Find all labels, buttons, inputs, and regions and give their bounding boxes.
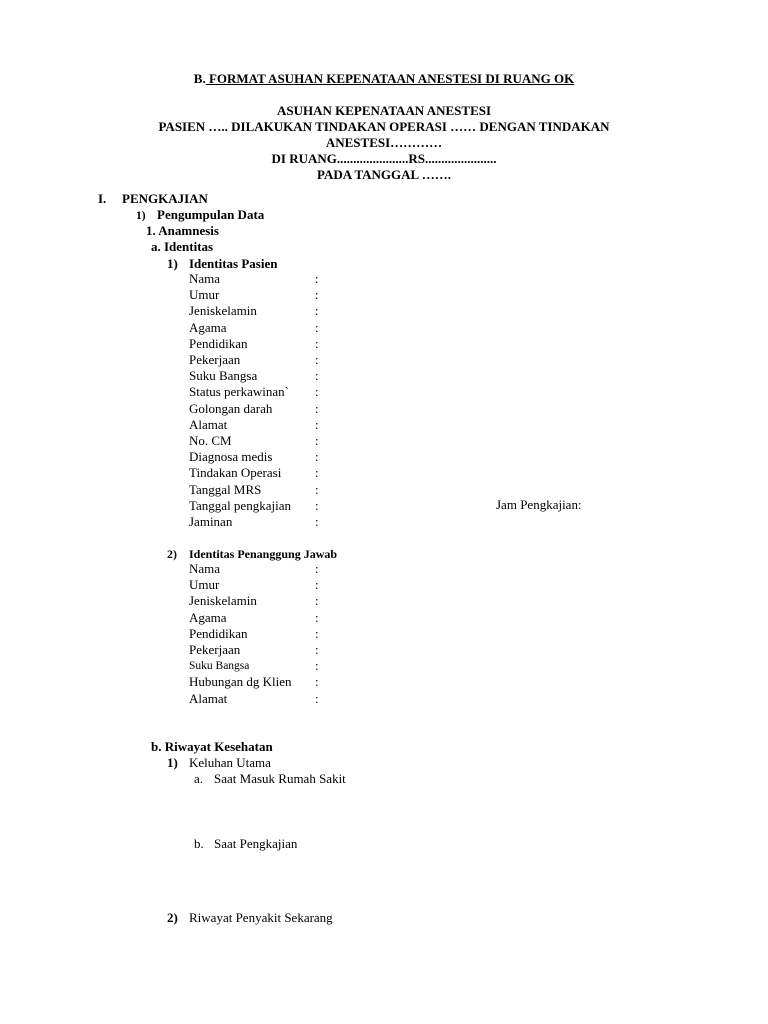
field-colon: : xyxy=(315,384,319,400)
field-colon: : xyxy=(315,642,319,657)
pengumpulan-number: 1) xyxy=(136,210,146,222)
subtitle-line-5: PADA TANGGAL ……. xyxy=(317,167,451,182)
field-label: Tindakan Operasi xyxy=(189,465,282,481)
saat-pengkajian-marker: b. xyxy=(194,836,204,851)
field-label: Suku Bangsa xyxy=(189,660,250,673)
identitas-pasien-number: 1) xyxy=(167,256,178,271)
field-label: Tanggal MRS xyxy=(189,481,262,497)
section-heading: PENGKAJIAN xyxy=(122,191,208,206)
field-label: No. CM xyxy=(189,433,232,448)
field-label: Umur xyxy=(189,577,220,593)
riwayat-kesehatan-heading: b. Riwayat Kesehatan xyxy=(151,739,273,754)
pengumpulan-heading: Pengumpulan Data xyxy=(157,207,265,222)
field-label: Nama xyxy=(189,271,221,286)
penanggung-jawab-number: 2) xyxy=(167,547,177,561)
field-colon: : xyxy=(315,271,319,286)
field-label: Jaminan xyxy=(189,514,233,529)
keluhan-utama-heading: Keluhan Utama xyxy=(189,755,271,770)
subtitle-line-3: ANESTESI………… xyxy=(325,135,443,150)
identitas-pasien-heading: Identitas Pasien xyxy=(189,256,278,271)
field-label: Pekerjaan xyxy=(189,642,241,657)
field-label: Jeniskelamin xyxy=(189,303,257,319)
field-colon: : xyxy=(315,561,319,576)
field-colon: : xyxy=(315,303,319,319)
subtitle-line-4: DI RUANG......................RS...................... xyxy=(271,151,497,166)
field-colon: : xyxy=(315,690,319,706)
field-label: Pendidikan xyxy=(189,335,248,351)
field-label: Hubungan dg Klien xyxy=(189,674,292,690)
field-colon: : xyxy=(315,287,319,303)
field-label: Alamat xyxy=(189,416,228,432)
field-colon: : xyxy=(315,416,319,432)
field-label: Diagnosa medis xyxy=(189,449,273,465)
field-label: Agama xyxy=(189,609,227,625)
riwayat-penyakit-number: 2) xyxy=(167,910,178,925)
subtitle-line-2: PASIEN ….. DILAKUKAN TINDAKAN OPERASI …… DENGAN TINDAKAN xyxy=(158,119,610,134)
saat-pengkajian-label: Saat Pengkajian xyxy=(214,836,298,851)
field-colon: : xyxy=(315,449,319,465)
field-label: Golongan darah xyxy=(189,400,273,416)
keluhan-utama-number: 1) xyxy=(167,755,178,770)
field-label: Pekerjaan xyxy=(189,352,241,367)
field-colon: : xyxy=(315,319,319,335)
section-number: I. xyxy=(98,191,107,206)
document-title xyxy=(0,71,768,87)
field-label: Umur xyxy=(189,287,220,303)
subtitle-line-1: ASUHAN KEPENATAAN ANESTESI xyxy=(276,103,492,118)
identitas-heading: a. Identitas xyxy=(151,239,214,254)
document-title-prefix: B. xyxy=(193,71,206,86)
field-label: Suku Bangsa xyxy=(189,368,258,384)
field-colon: : xyxy=(315,481,319,497)
field-colon: : xyxy=(315,625,319,641)
field-colon: : xyxy=(315,497,319,513)
field-label: Status perkawinan` xyxy=(189,384,290,400)
jam-pengkajian-label: Jam Pengkajian: xyxy=(496,497,582,512)
field-colon: : xyxy=(315,514,319,529)
field-label: Agama xyxy=(189,319,227,335)
field-colon: : xyxy=(315,674,319,690)
field-colon: : xyxy=(315,577,319,593)
field-colon: : xyxy=(315,593,319,609)
field-colon: : xyxy=(315,352,319,367)
document-title-main: FORMAT ASUHAN KEPENATAAN ANESTESI DI RUANG OK xyxy=(205,71,575,86)
field-colon: : xyxy=(315,433,319,448)
anamnesis-heading: 1. Anamnesis xyxy=(146,223,219,238)
field-colon: : xyxy=(315,335,319,351)
saat-masuk-marker: a. xyxy=(194,771,204,786)
field-colon: : xyxy=(315,400,319,416)
saat-masuk-label: Saat Masuk Rumah Sakit xyxy=(214,771,346,786)
field-colon: : xyxy=(315,609,319,625)
field-label: Tanggal pengkajian xyxy=(189,497,291,513)
riwayat-penyakit-heading: Riwayat Penyakit Sekarang xyxy=(189,910,333,925)
field-label: Jeniskelamin xyxy=(189,593,257,609)
field-colon: : xyxy=(315,368,319,384)
field-colon: : xyxy=(315,465,319,481)
penanggung-jawab-heading: Identitas Penanggung Jawab xyxy=(189,547,338,561)
field-label: Alamat xyxy=(189,690,228,706)
field-label: Pendidikan xyxy=(189,625,248,641)
field-colon: : xyxy=(315,658,319,674)
field-label: Nama xyxy=(189,561,221,576)
